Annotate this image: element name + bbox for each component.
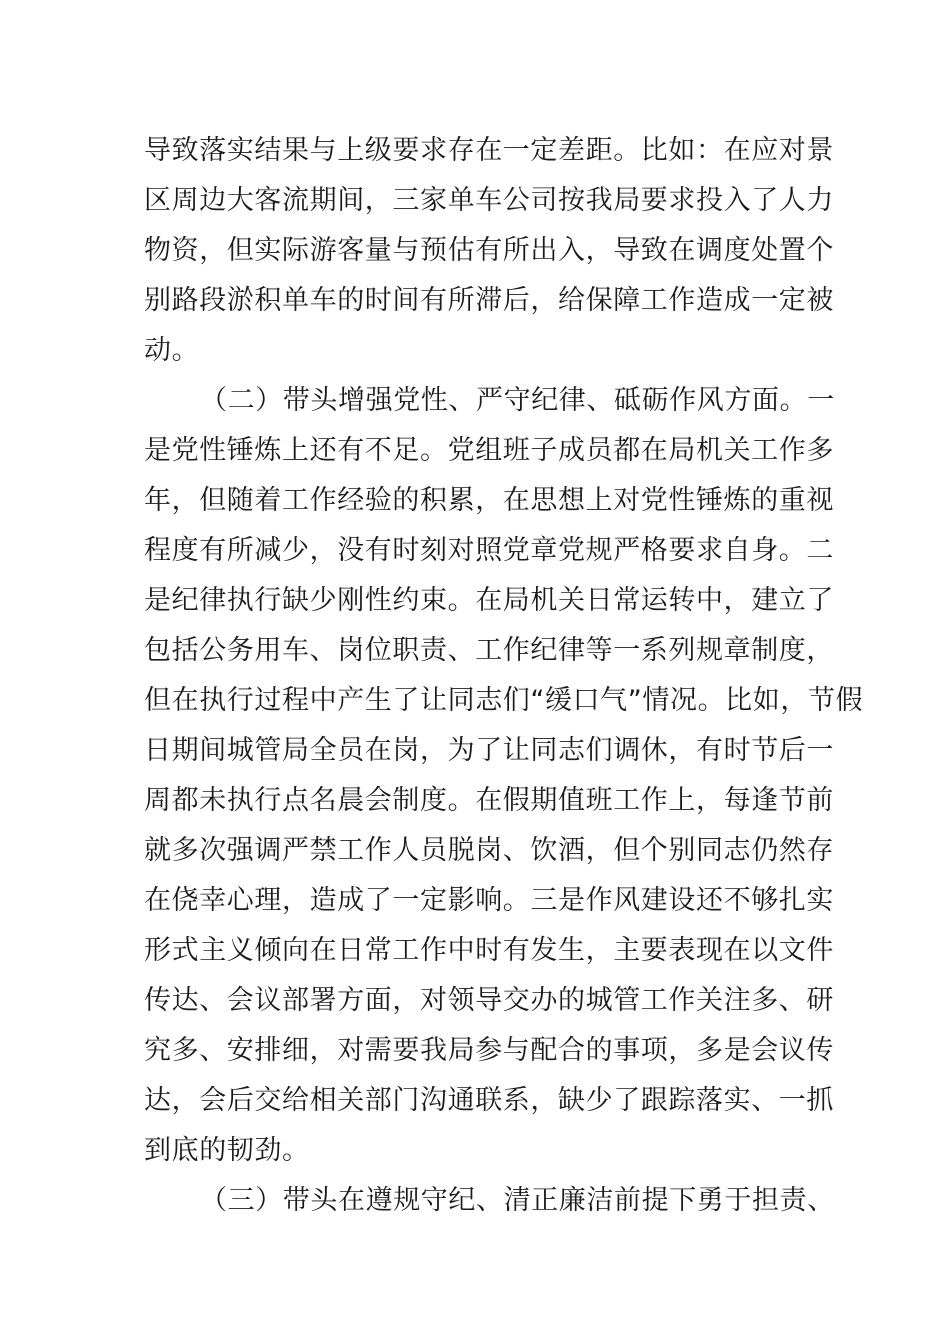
text-line: 是党性锤炼上还有不足。党组班子成员都在局机关工作多 [144, 435, 834, 466]
text-line: 在侥幸心理，造成了一定影响。三是作风建设还不够扎实 [144, 885, 834, 916]
text-line: 导致落实结果与上级要求存在一定差距。比如：在应对景 [144, 135, 834, 166]
text-line: 年，但随着工作经验的积累，在思想上对党性锤炼的重视 [144, 485, 834, 516]
section-heading-line: （二）带头增强党性、严守纪律、砥砺作风方面。一 [200, 385, 835, 416]
text-line: 程度有所减少，没有时刻对照党章党规严格要求自身。二 [144, 535, 834, 566]
text-line: 达，会后交给相关部门沟通联系，缺少了跟踪落实、一抓 [144, 1085, 834, 1116]
text-line: 就多次强调严禁工作人员脱岗、饮酒，但个别同志仍然存 [144, 835, 834, 866]
text-line: 到底的韧劲。 [144, 1135, 310, 1166]
text-line: 别路段淤积单车的时间有所滞后，给保障工作造成一定被 [144, 285, 834, 316]
section-heading-line: （三）带头在遵规守纪、清正廉洁前提下勇于担责、 [200, 1185, 835, 1216]
text-line: 动。 [144, 335, 200, 366]
text-line: 但在执行过程中产生了让同志们“缓口气”情况。比如，节假 [144, 685, 864, 716]
text-line: 区周边大客流期间，三家单车公司按我局要求投入了人力 [144, 185, 834, 216]
text-line: 是纪律执行缺少刚性约束。在局机关日常运转中，建立了 [144, 585, 834, 616]
text-line: 形式主义倾向在日常工作中时有发生，主要表现在以文件 [144, 935, 834, 966]
text-line: 周都未执行点名晨会制度。在假期值班工作上，每逢节前 [144, 785, 834, 816]
document-body-text [144, 126, 864, 1226]
text-line: 究多、安排细，对需要我局参与配合的事项，多是会议传 [144, 1035, 834, 1066]
text-line: 物资，但实际游客量与预估有所出入，导致在调度处置个 [144, 235, 834, 266]
text-line: 包括公务用车、岗位职责、工作纪律等一系列规章制度， [144, 635, 834, 666]
text-line: 日期间城管局全员在岗，为了让同志们调休，有时节后一 [144, 735, 834, 766]
text-line: 传达、会议部署方面，对领导交办的城管工作关注多、研 [144, 985, 834, 1016]
